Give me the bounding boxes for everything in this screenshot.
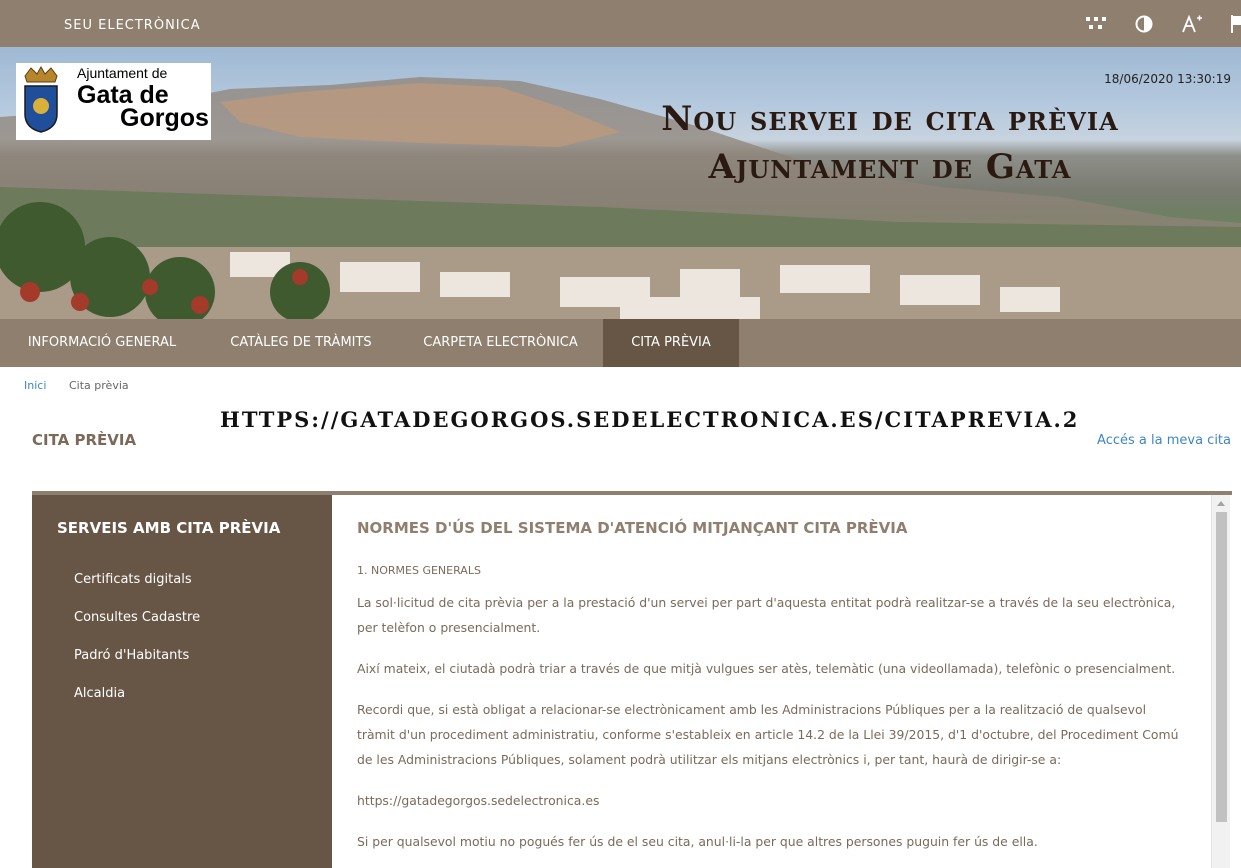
rules-paragraph: Així mateix, el ciutadà podrà triar a través de que mitjà vulgues ser atès, telemàtic (una videollamada), telefònic o presencialment. [357, 661, 1176, 676]
breadcrumb-current: Cita prèvia [69, 379, 129, 392]
rules-paragraph: La sol·licitud de cita prèvia per a la prestació d'un servei per part d'aquesta entitat podrà realitzar-se a través de la seu electrònica, per telèfon o presencialment. [357, 595, 1176, 635]
coat-of-arms-icon [21, 66, 61, 136]
page-title: CITA PRÈVIA [32, 431, 137, 449]
current-datetime: 18/06/2020 13:30:19 [1104, 72, 1231, 86]
rules-content [332, 495, 1212, 868]
sidebar-item-certificats[interactable]: Certificats digitals [74, 572, 192, 587]
content-scrollbar[interactable] [1212, 495, 1230, 868]
sidebar-title: SERVEIS AMB CITA PRÈVIA [57, 519, 281, 537]
url-overlay-text: HTTPS://GATADEGORGOS.SEDELECTRONICA.ES/CITAPREVIA.2 [220, 407, 1080, 432]
rules-subheading: 1. NORMES GENERALS [357, 564, 481, 577]
flag-icon[interactable] [1226, 12, 1241, 36]
logo-line-2: Gata de [77, 81, 169, 109]
site-brand[interactable]: SEU ELECTRÒNICA [64, 18, 201, 33]
municipality-logo[interactable] [16, 63, 211, 140]
nav-item-informacio-general[interactable]: INFORMACIÓ GENERAL [27, 335, 177, 350]
main-nav [0, 319, 1241, 367]
breadcrumb-home[interactable]: Inici [24, 379, 47, 392]
logo-line-1: Ajuntament de [77, 65, 168, 81]
rules-heading: NORMES D'ÚS DEL SISTEMA D'ATENCIÓ MITJANÇANT CITA PRÈVIA [357, 519, 908, 537]
grid-icon[interactable] [1084, 12, 1108, 36]
scroll-thumb[interactable] [1216, 512, 1227, 822]
my-appointment-link[interactable]: Accés a la meva cita [1097, 433, 1231, 448]
rules-paragraph: Si per qualsevol motiu no pogués fer ús de el seu cita, anul·li-la per que altres persones puguin fer ús de ella. [357, 834, 1038, 849]
nav-item-cita-previa[interactable]: CITA PRÈVIA [603, 319, 739, 367]
nav-item-carpeta-electronica[interactable]: CARPETA ELECTRÒNICA [423, 335, 578, 350]
services-sidebar [32, 495, 332, 868]
contrast-icon[interactable] [1132, 12, 1156, 36]
nav-item-cataleg-tramits[interactable]: CATÀLEG DE TRÀMITS [230, 335, 372, 350]
hero-title-line-2: Ajuntament de Gata [708, 147, 1072, 187]
sidebar-item-alcaldia[interactable]: Alcaldia [74, 686, 126, 701]
font-size-icon[interactable] [1180, 12, 1204, 36]
logo-line-3: Gorgos [120, 104, 209, 132]
scroll-up-arrow-icon[interactable] [1212, 495, 1230, 511]
rules-url: https://gatadegorgos.sedelectronica.es [357, 793, 600, 808]
sidebar-item-padro[interactable]: Padró d'Habitants [74, 648, 190, 663]
rules-paragraph: Recordi que, si està obligat a relacionar-se electrònicament amb les Administracions Públiques per a la realització de qualsevol tràmit d'un procediment administratiu, conforme s'estableix en article 14.2 de la Llei 39/2015, d'1 d'octubre, del Procediment Comú de les Administracions Públiques, solament podrà utilitzar els mitjans electrònics i, per tant, haurà de dirigir-se a: [357, 702, 1179, 767]
top-bar [0, 0, 1241, 47]
sidebar-item-cadastre[interactable]: Consultes Cadastre [74, 610, 201, 625]
hero-title-line-1: Nou servei de cita prèvia [661, 99, 1119, 139]
hero-banner [0, 47, 1241, 319]
